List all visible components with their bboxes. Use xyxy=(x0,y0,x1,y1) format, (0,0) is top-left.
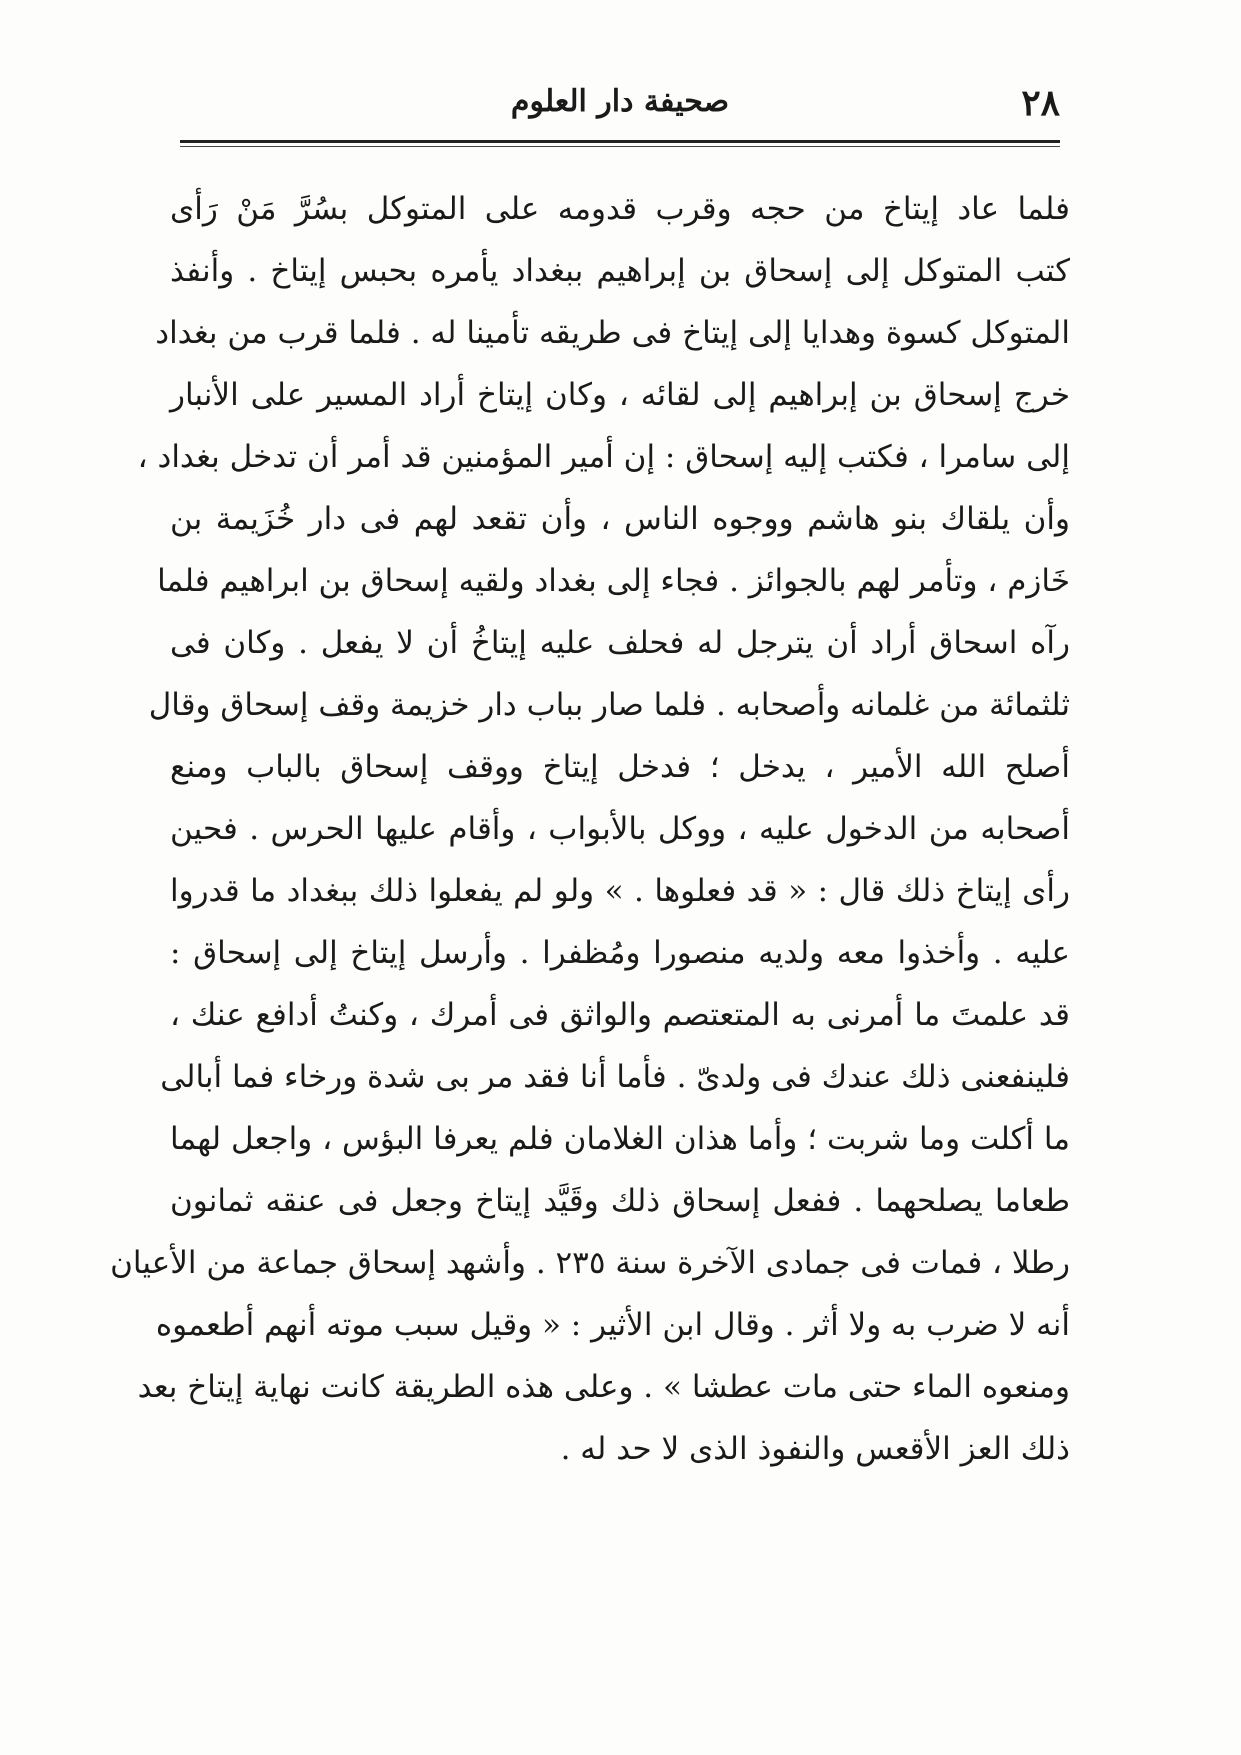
header-rule-thin xyxy=(180,146,1060,147)
text-line: المتوكل كسوة وهدايا إلى إيتاخ فى طريقه تأمينا له . فلما قرب من بغداد xyxy=(155,315,1070,351)
text-line: فلما عاد إيتاخ من حجه وقرب قدومه على المتوكل بسُرَّ مَنْ رَأى xyxy=(170,191,1070,227)
text-line: ومنعوه الماء حتى مات عطشا » . وعلى هذه الطريقة كانت نهاية إيتاخ بعد xyxy=(137,1369,1070,1405)
body-text xyxy=(110,178,1070,1480)
text-line: طعاما يصلحهما . ففعل إسحاق ذلك وقَيَّد إيتاخ وجعل فى عنقه ثمانون xyxy=(170,1183,1070,1219)
text-line: ذلك العز الأقعس والنفوذ الذى لا حد له . xyxy=(560,1431,1070,1467)
header-rule xyxy=(180,140,1060,143)
text-line: أنه لا ضرب به ولا أثر . وقال ابن الأثير : « وقيل سبب موته أنهم أطعموه xyxy=(155,1307,1070,1343)
text-line: ما أكلت وما شربت ؛ وأما هذان الغلامان فلم يعرفا البؤس ، واجعل لهما xyxy=(170,1121,1070,1157)
text-line: أصحابه من الدخول عليه ، ووكل بالأبواب ، وأقام عليها الحرس . فحين xyxy=(170,811,1070,847)
page-number: ٢٨ xyxy=(1021,82,1060,124)
text-line: وأن يلقاك بنو هاشم ووجوه الناس ، وأن تقعد لهم فى دار خُزَيمة بن xyxy=(170,501,1070,537)
text-line: قد علمتَ ما أمرنى به المتعتصم والواثق فى أمرك ، وكنتُ أدافع عنك ، xyxy=(170,997,1070,1033)
text-line: رطلا ، فمات فى جمادى الآخرة سنة ٢٣٥ . وأشهد إسحاق جماعة من الأعيان xyxy=(110,1245,1070,1281)
running-title: صحيفة دار العلوم xyxy=(510,84,730,119)
text-line: رأى إيتاخ ذلك قال : « قد فعلوها . » ولو لم يفعلوا ذلك ببغداد ما قدروا xyxy=(170,873,1070,909)
text-line: عليه . وأخذوا معه ولديه منصورا ومُظفرا . وأرسل إيتاخ إلى إسحاق : xyxy=(170,935,1070,971)
text-line: رآه اسحاق أراد أن يترجل له فحلف عليه إيتاخُ أن لا يفعل . وكان فى xyxy=(170,625,1070,661)
text-line: كتب المتوكل إلى إسحاق بن إبراهيم ببغداد يأمره بحبس إيتاخ . وأنفذ xyxy=(170,253,1070,289)
text-line: خرج إسحاق بن إبراهيم إلى لقائه ، وكان إيتاخ أراد المسير على الأنبار xyxy=(170,377,1070,413)
text-line: خَازم ، وتأمر لهم بالجوائز . فجاء إلى بغداد ولقيه إسحاق بن ابراهيم فلما xyxy=(157,563,1070,599)
text-line: ثلثمائة من غلمانه وأصحابه . فلما صار بباب دار خزيمة وقف إسحاق وقال xyxy=(148,687,1070,723)
text-line: فلينفعنى ذلك عندك فى ولدىّ . فأما أنا فقد مر بى شدة ورخاء فما أبالى xyxy=(160,1059,1070,1095)
page-header xyxy=(180,78,1060,128)
text-line: أصلح الله الأمير ، يدخل ؛ فدخل إيتاخ ووقف إسحاق بالباب ومنع xyxy=(170,749,1070,785)
text-line: إلى سامرا ، فكتب إليه إسحاق : إن أمير المؤمنين قد أمر أن تدخل بغداد ، xyxy=(137,439,1070,475)
